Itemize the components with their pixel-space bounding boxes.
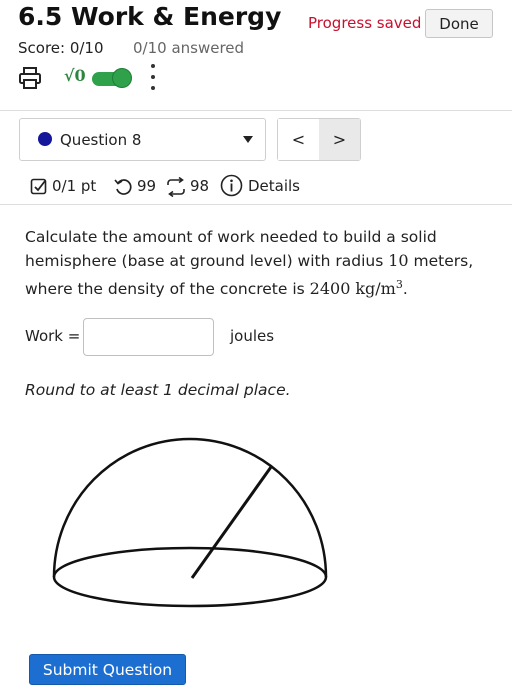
question-select[interactable] xyxy=(19,118,266,161)
progress-status: Progress saved xyxy=(308,14,422,32)
submit-question-button[interactable]: Submit Question xyxy=(29,654,186,685)
info-icon[interactable] xyxy=(220,174,243,197)
radius-value: 10 xyxy=(388,251,409,270)
density-exponent: 3 xyxy=(395,278,403,291)
question-select-label: Question 8 xyxy=(60,131,142,149)
density-unit: kg/m xyxy=(355,279,396,299)
divider xyxy=(0,204,512,205)
rounding-instruction: Round to at least 1 decimal place. xyxy=(25,381,291,399)
checkbox-icon xyxy=(30,178,48,196)
points-text: 0/1 pt xyxy=(52,177,97,195)
answered-count: 0/10 answered xyxy=(133,39,245,57)
toggle-knob[interactable] xyxy=(112,68,132,88)
unit-label: joules xyxy=(230,327,275,345)
density-value: 2400 xyxy=(309,279,351,299)
previous-question-button[interactable]: < xyxy=(278,119,319,160)
chevron-down-icon xyxy=(243,136,253,143)
question-status-dot xyxy=(38,132,52,146)
sqrt-icon: √0 xyxy=(64,66,86,85)
work-answer-input[interactable] xyxy=(83,318,214,356)
retry-icon xyxy=(113,177,133,197)
hemisphere-figure xyxy=(50,435,330,610)
score-text: Score: 0/10 xyxy=(18,39,104,57)
attempts-count: 98 xyxy=(190,177,210,195)
printer-icon[interactable] xyxy=(17,66,43,90)
done-button[interactable]: Done xyxy=(425,9,493,38)
attempts-icon xyxy=(165,177,187,197)
next-question-button[interactable]: > xyxy=(319,119,360,160)
work-label: Work = xyxy=(25,327,81,345)
page-title: 6.5 Work & Energy xyxy=(18,2,282,31)
kebab-menu-icon[interactable] xyxy=(148,64,158,90)
question-text: Calculate the amount of work needed to build a solid hemisphere (base at ground level) with radius 10 meters, where the density of the concrete is 2400 $kg/m^3$. xyxy=(25,228,474,299)
divider xyxy=(0,110,512,111)
retries-count: 99 xyxy=(137,177,157,195)
details-link[interactable]: Details xyxy=(248,177,301,195)
